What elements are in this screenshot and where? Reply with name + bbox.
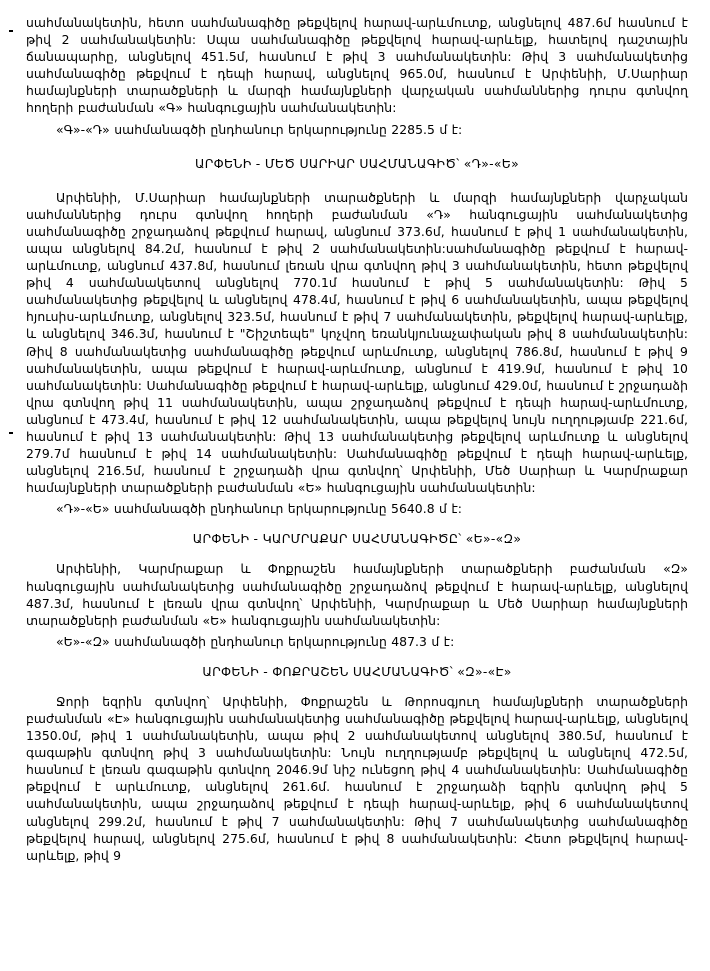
spacer [26, 517, 688, 530]
spacer [26, 650, 688, 663]
margin-mark-middle [9, 432, 13, 434]
paragraph-continuation: սահմանակետին, հետո սահմանագիծը թեքվելով հարավ-արևմուտք, անցնելով 487.6մ հասնում է թիվ 2 սահմանակետին: Սպա սահմանագիծը թեքվելով հարավ-արևելք, հատելով դաշտային ճանապարհը, անցնելով 451.5մ, հասնում է թիվ 3 սահմանակետին: Թիվ 3 սահմանակետից սահմանագիծը թեքվում է դեպի հարավ, անցնելով 965.0մ, հասնում է Արփենիի, Մ.Սարիար համայնքների տարածքների և մարզի համայնքների վարչական սահմաններից դուրս գտնվող հողերի բաժանման «Գ» հանգուցային սահմանակետին: [26, 15, 688, 116]
spacer [26, 547, 688, 560]
spacer [26, 138, 688, 155]
spacer [26, 680, 688, 693]
paragraph-section-ze-body: Ջորի եզրին գտնվող՝ Արփենիի, Փոքրաշեն և Թորոսգյուղ համայնքների տարածքների բաժանման «Է» հանգուցային սահմանակետից սահմանագիծը թեքվելով հարավ-արևելք, անցնելով 1350.0մ, թիվ 1 սահմանակետին, ապա թիվ 2 սահմանակետով անցնելով 380.5մ, հասնում է գագաթին գտնվող թիվ 3 սահմանակետին: Նույն ուղղությամբ թեքվելով և անցնելով 472.5մ, հասնում է լեռան գագաթին գտնվող 2046.9մ նիշ ունեցող թիվ 4 սահմանակետին: Սահմանագիծը թեքվում է արևմուտք, անցնելով 261.6մ. հասնում է շրջադաձի եզրին գտնվող թիվ 5 սահմանակետին, ապա շրջադաձով թեքվում է դեպի հարավ-արևելք, թիվ 6 սահմանակետով անցնելով 299.2մ, հասնում է թիվ 7 սահմանակետին: Թիվ 7 սահմանակետից սահմանագիծը թեքվելով հարավ, անցնելով 275.6մ, հասնում է թիվ 8 սահմանակետին: Հետո թեքվելով հարավ-արևելք, թիվ 9 [26, 693, 688, 863]
paragraph-border-length-gd: «Գ»-«Դ» սահմանագծի ընդհանուր երկարությունը 2285.5 մ է: [56, 121, 463, 137]
paragraph-section-ez-body: Արփենիի, Կարմրաքար և Փոքրաշեն համայնքների տարածքների բաժանման «Զ» հանգուցային սահմանակետից սահմանագիծը շրջադաձով թեքվում է հարավ-արևելք, անցնելով 487.3մ, հասնում է լեռան վրա գտնվող՝ Արփենիի, Կարմրաքար և Մեծ Սարիար համայնքների տարածքների բաժանման «Ե» հանգուցային սահմանակետին: [26, 561, 688, 628]
spacer [26, 172, 688, 189]
section-heading-arpeni-karmrakar: ԱՐՓԵՆԻ - ԿԱՐՄՐԱՔԱՐ ՍԱՀՄԱՆԱԳԻԾԸ՝ «Ե»-«Զ» [192, 531, 522, 547]
margin-mark-top [9, 30, 13, 32]
paragraph-border-length-de: «Դ»-«Ե» սահմանագծի ընդհանուր երկարությունը 5640.8 մ է: [56, 501, 462, 517]
section-heading-arpeni-pokrashen: ԱՐՓԵՆԻ - ՓՈՔՐԱՇԵՆ ՍԱՀՄԱՆԱԳԻԾ՝ «Զ»-«Է» [202, 663, 512, 679]
paragraph-border-length-ez: «Ե»-«Զ» սահմանագծի ընդհանուր երկարությունը 487.3 մ է: [56, 633, 455, 649]
paragraph-section-gd-body: Արփենիի, Մ.Սարիար համայնքների տարածքների և մարզի համայնքների վարչական սահմաններից դուրս գտնվող հողերի բաժանման «Դ» հանգուցային սահմանակետից սահմանագիծը շրջադաձով թեքվում հարավ, անցնում 373.6մ, հասնում է թիվ 1 սահմանակետին, ապա անցնելով 84.2մ, հասնում է թիվ 2 սահմանակետին:սահմանագիծը թեքվում է հարավ-արևմուտք, անցնում 437.8մ, հասնում լեռան վրա գտնվող թիվ 3 սահմանակետին, հետո թեքվելով թիվ 4 սահմանակետով անցնելով 770.1մ հասնում է թիվ 5 սահմանակետին: Թիվ 5 սահմանակետից թեքվելով և անցնելով 478.4մ, հասնում է թիվ 6 սահմանակետին, ապա թեքվելով հյուսիս-արևմուտք, անցնելով 323.5մ, հասնում է թիվ 7 սահմանակետին, թեքվելով հարավ-արևելք, և անցնելով 346.3մ, հասնում է "Շիշտեպե" կոչվող եռանկյունաչափական թիվ 8 սահմանակետին: Թիվ 8 սահմանակետից սահմանագիծը թեքվում արևմուտք, անցնելով 786.8մ, հասնում է թիվ 9 սահմանակետին, ապա թեքվում է հարավ-արևմուտք, անցնում է 419.9մ, հասնում է թիվ 10 սահմանակետին: Սահմանագիծը թեքվում է հարավ-արևելք, անցնում 429.0մ, հասնում է շրջադաձի վրա գտնվող թիվ 11 սահմանակետին, ապա շրջադաձով թեքվում է դեպի հարավ-արևմուտք, անցնում է 473.4մ, հասնում է թիվ 12 սահմանակետին, ապա թեքվելով նույն ուղղությամբ 221.6մ, հասնում է թիվ 13 սահմանակետին: Թիվ 13 սահմանակետից թեքվելով արևմուտք և անցնելով 279.7մ հասնում է թիվ 14 սահմանակետին: Սահմանագիծը թեքվում է դեպի հարավ-արևելք, անցնելով 216.5մ, հասնում է շրջադաձի վրա գտնվող՝ Արփենիի, Մեծ Սարիար և Կարմրաքար համայնքների տարածքների բաժանման «Ե» հանգուցային սահմանակետին: [26, 189, 688, 496]
section-heading-arpeni-mets-sariar: ԱՐՓԵՆԻ - ՄԵԾ ՍԱՐԻԱՐ ՍԱՀՄԱՆԱԳԻԾ՝ «Դ»-«Ե» [194, 155, 520, 171]
